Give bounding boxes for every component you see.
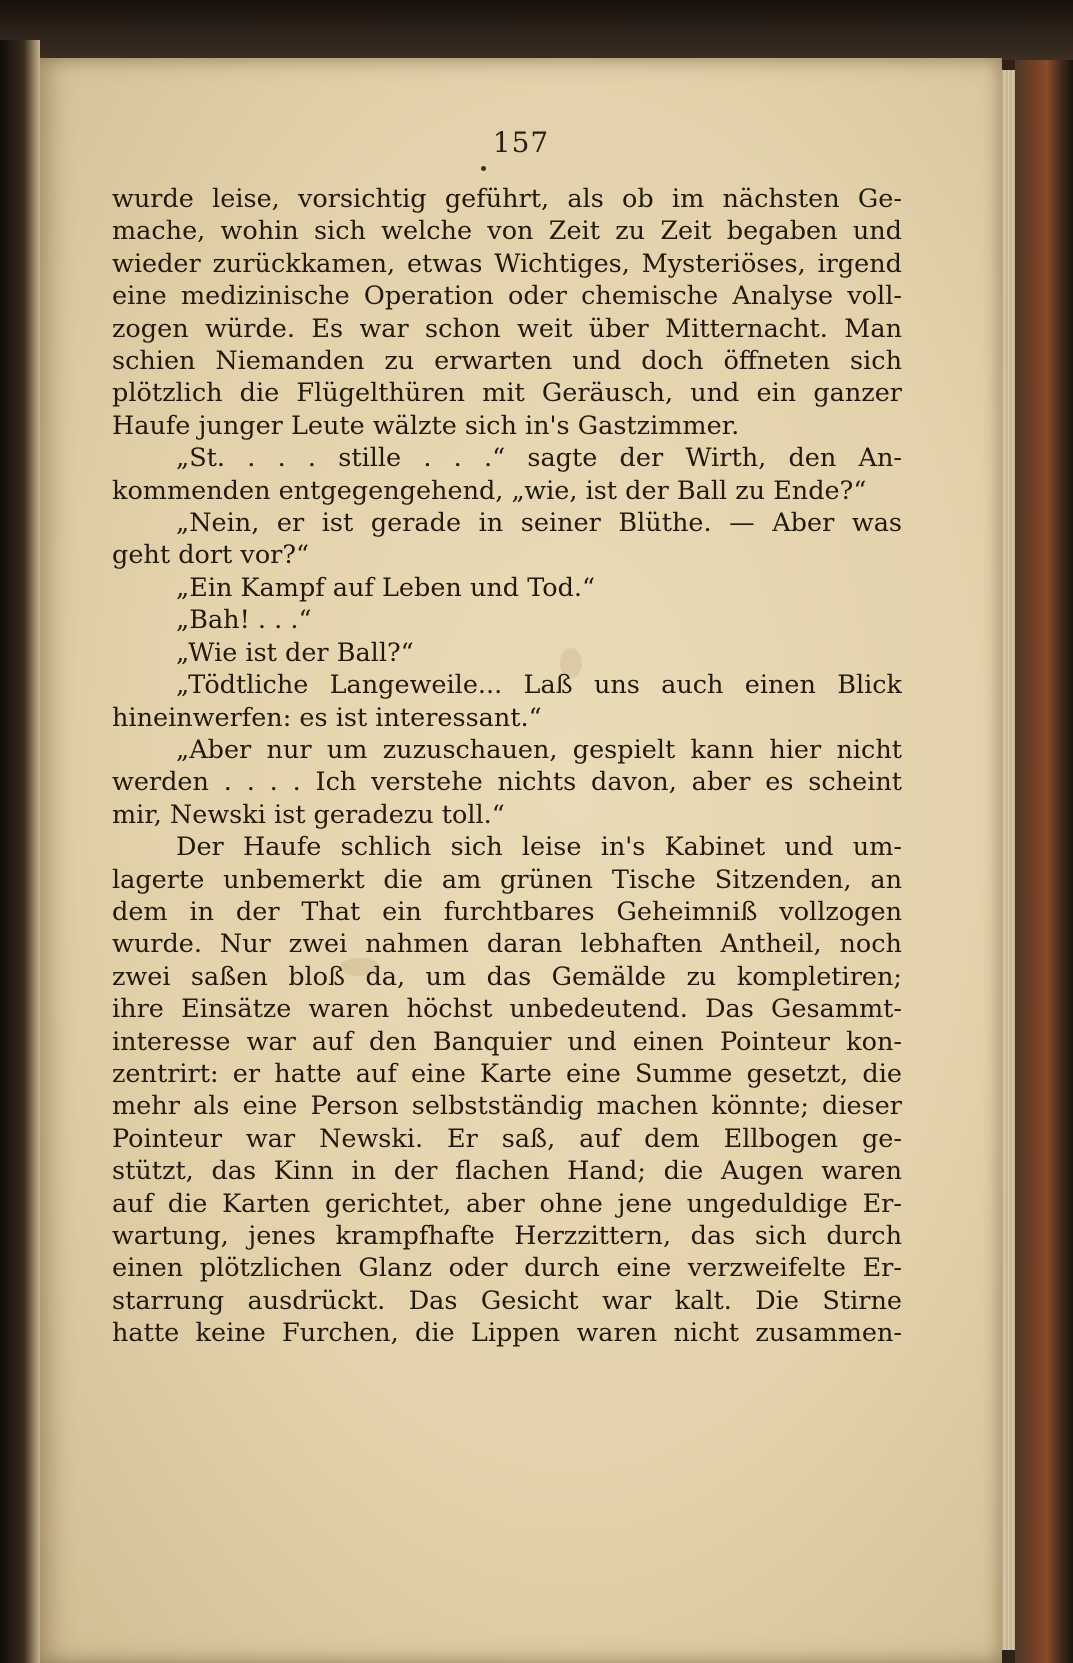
- text-line: starrung ausdrückt. Das Gesicht war kalt. Die Stirne: [112, 1285, 902, 1316]
- text-line: schien Niemanden zu erwarten und doch öffneten sich: [112, 346, 902, 377]
- text-line: Haufe junger Leute wälzte sich in's Gastzimmer.: [112, 410, 740, 441]
- text-line: wieder zurückkamen, etwas Wichtiges, Mysteriöses, irgend: [112, 248, 902, 279]
- text-line: wurde. Nur zwei nahmen daran lebhaften Antheil, noch: [112, 929, 902, 960]
- book-right-cover: [1015, 60, 1073, 1663]
- text-line: lagerte unbemerkt die am grünen Tische Sitzenden, an: [112, 864, 902, 895]
- text-line: Pointeur war Newski. Er saß, auf dem Ellbogen ge-: [112, 1123, 902, 1154]
- text-line: stützt, das Kinn in der flachen Hand; die Augen waren: [112, 1156, 902, 1187]
- text-line: mehr als eine Person selbstständig machen könnte; dieser: [112, 1091, 902, 1122]
- text-line: „Aber nur um zuzuschauen, gespielt kann hier nicht: [176, 734, 902, 765]
- text-line: Der Haufe schlich sich leise in's Kabinet und um-: [176, 832, 902, 863]
- text-line: werden . . . . Ich verstehe nichts davon, aber es scheint: [112, 767, 902, 798]
- text-line: dem in der That ein furchtbares Geheimniß vollzogen: [112, 896, 902, 927]
- text-line: kommenden entgegengehend, „wie, ist der Ball zu Ende?“: [112, 475, 867, 506]
- book-left-cover: [0, 40, 40, 1663]
- text-line: „Nein, er ist gerade in seiner Blüthe. — Aber was: [176, 508, 902, 539]
- text-line: mir, Newski ist geradezu toll.“: [112, 799, 505, 830]
- page-stack-edges: [1001, 70, 1015, 1650]
- text-line: eine medizinische Operation oder chemische Analyse voll-: [112, 281, 902, 312]
- text-line: wartung, jenes krampfhafte Herzzittern, das sich durch: [112, 1221, 902, 1251]
- text-line: plötzlich die Flügelthüren mit Geräusch, und ein ganzer: [112, 378, 902, 409]
- text-line: zogen würde. Es war schon weit über Mitternacht. Man: [112, 313, 902, 344]
- text-line: „Tödtliche Langeweile... Laß uns auch einen Blick: [176, 670, 902, 701]
- page-number: 157: [492, 126, 550, 159]
- text-line: einen plötzlichen Glanz oder durch eine verzweifelte Er-: [112, 1253, 902, 1284]
- text-line: mache, wohin sich welche von Zeit zu Zeit begaben und: [112, 216, 902, 247]
- text-line: „Bah! . . .“: [176, 605, 312, 636]
- text-line: zentrirt: er hatte auf eine Karte eine Summe gesetzt, die: [112, 1058, 902, 1089]
- text-line: hineinwerfen: es ist interessant.“: [112, 702, 542, 733]
- book-top-edge: [0, 0, 1073, 60]
- text-line: „St. . . . stille . . .“ sagte der Wirth, den An-: [176, 443, 902, 474]
- text-line: geht dort vor?“: [112, 540, 310, 571]
- ornament-dot: [481, 166, 486, 171]
- text-line: interesse war auf den Banquier und einen Pointeur kon-: [112, 1026, 902, 1057]
- text-line: ihre Einsätze waren höchst unbedeutend. Das Gesammt-: [112, 994, 902, 1025]
- text-line: wurde leise, vorsichtig geführt, als ob im nächsten Ge-: [112, 184, 902, 214]
- text-line: zwei saßen bloß da, um das Gemälde zu kompletiren;: [112, 961, 902, 992]
- text-line: hatte keine Furchen, die Lippen waren nicht zusammen-: [112, 1318, 902, 1349]
- text-line: auf die Karten gerichtet, aber ohne jene ungeduldige Er-: [112, 1188, 902, 1219]
- body-text: [112, 183, 902, 1350]
- text-line: „Ein Kampf auf Leben und Tod.“: [176, 572, 596, 603]
- paper-page: [40, 58, 1002, 1663]
- text-line: „Wie ist der Ball?“: [176, 637, 414, 668]
